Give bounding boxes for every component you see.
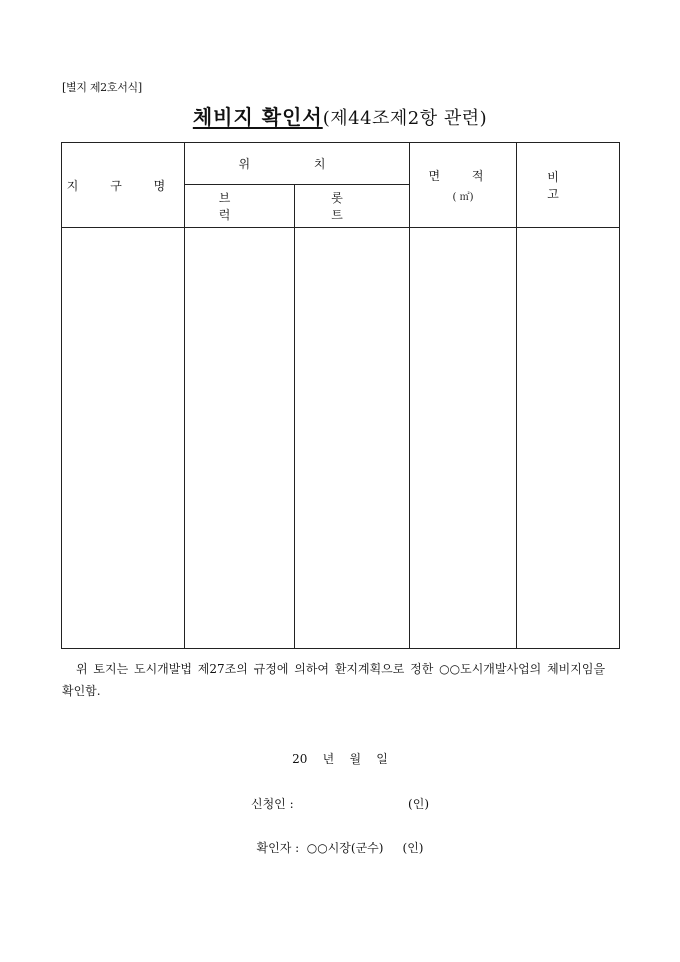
title-subtitle: (제44조제2항 관련)	[322, 108, 488, 129]
document-title	[0, 101, 680, 130]
header-block: 브 럭	[185, 185, 295, 228]
applicant-line: 신청인 : (인)	[250, 797, 430, 811]
cell-district-name[interactable]	[62, 228, 185, 649]
date-line: 20 년 월 일	[292, 752, 388, 766]
confirmer-line: 확인자 : ○○시장(군수) (인)	[256, 841, 424, 855]
title-main: 체비지 확인서	[192, 105, 323, 129]
header-remarks: 비 고	[517, 143, 620, 228]
cell-block[interactable]	[185, 228, 295, 649]
confirmation-statement: 위 토지는 도시개발법 제27조의 규정에 의하여 환지계획으로 정한 ○○도시개발사업의 체비지임을 확인함.	[62, 662, 606, 698]
area-unit: ( ㎡)	[452, 192, 474, 203]
header-lot: 롯 트	[295, 185, 410, 228]
form-number: [별지 제2호서식]	[62, 81, 142, 94]
confirmation-table	[61, 142, 620, 649]
cell-area[interactable]	[410, 228, 517, 649]
header-location: 위 치	[185, 143, 410, 185]
cell-lot[interactable]	[295, 228, 410, 649]
header-district-name: 지 구 명	[62, 143, 185, 228]
cell-remarks[interactable]	[517, 228, 620, 649]
header-area: 면 적 ( ㎡)	[410, 143, 517, 228]
